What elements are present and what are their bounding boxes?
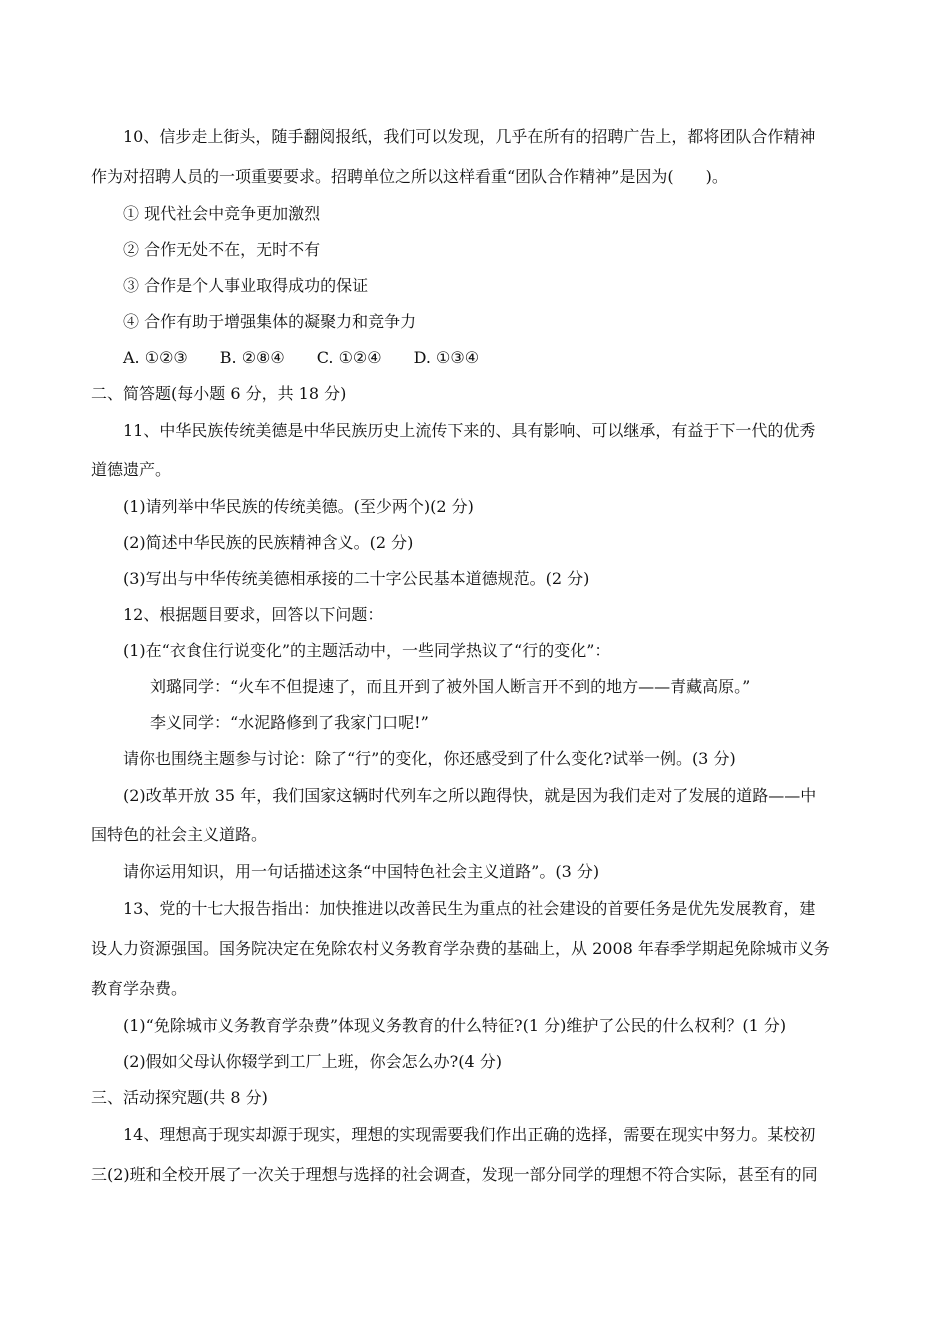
section-2-heading: 二、简答题(每小题 6 分，共 18 分)	[91, 384, 347, 403]
q13-stem-line-3: 教育学杂费。	[91, 979, 188, 998]
q10-options: A. ①②③ B. ②⑧④ C. ①②④ D. ①③④	[123, 348, 480, 367]
q12-ask-1: 请你也围绕主题参与讨论：除了“行”的变化，你还感受到了什么变化?试举一例。(3 分)	[123, 749, 736, 768]
q11-stem-line-1: 11、中华民族传统美德是中华民族历史上流传下来的、具有影响、可以继承，有益于下一代的优秀	[123, 421, 816, 440]
q12-sub-2-line-2: 国特色的社会主义道路。	[91, 825, 268, 844]
q13-sub-2: (2)假如父母认你辍学到工厂上班，你会怎么办?(4 分)	[123, 1052, 502, 1071]
q11-sub-2: (2)简述中华民族的民族精神含义。(2 分)	[123, 533, 414, 552]
q14-stem-line-1: 14、理想高于现实却源于现实，理想的实现需要我们作出正确的选择，需要在现实中努力。某校初	[123, 1125, 816, 1144]
q13-sub-1: (1)“免除城市义务教育学杂费”体现义务教育的什么特征?(1 分)维护了公民的什么权利？(1 分)	[123, 1016, 787, 1035]
q10-item-4: ④ 合作有助于增强集体的凝聚力和竞争力	[123, 312, 417, 331]
q10-stem-line-2: 作为对招聘人员的一项重要要求。招聘单位之所以这样看重“团队合作精神”是因为( )。	[91, 167, 728, 186]
q11-sub-3: (3)写出与中华传统美德相承接的二十字公民基本道德规范。(2 分)	[123, 569, 590, 588]
q13-stem-line-1: 13、党的十七大报告指出：加快推进以改善民生为重点的社会建设的首要任务是优先发展教育，建	[123, 899, 816, 918]
q10-item-2: ② 合作无处不在，无时不有	[123, 240, 321, 259]
q10-stem-line-1: 10、信步走上街头，随手翻阅报纸，我们可以发现，几乎在所有的招聘广告上，都将团队合作精神	[123, 127, 816, 146]
q12-sub-2-line-1: (2)改革开放 35 年，我们国家这辆时代列车之所以跑得快，就是因为我们走对了发展的道路——中	[123, 786, 817, 805]
q10-item-3: ③ 合作是个人事业取得成功的保证	[123, 276, 369, 295]
q12-quote-1: 刘璐同学：“火车不但提速了，而且开到了被外国人断言开不到的地方——青藏高原。”	[150, 677, 751, 696]
q13-stem-line-2: 设人力资源强国。国务院决定在免除农村义务教育学杂费的基础上，从 2008 年春季学期起免除城市义务	[91, 939, 830, 958]
q11-stem-line-2: 道德遗产。	[91, 460, 172, 479]
q12-quote-2: 李义同学：“水泥路修到了我家门口呢!”	[150, 713, 429, 732]
q12-stem: 12、根据题目要求，回答以下问题：	[123, 605, 384, 624]
q10-item-1: ① 现代社会中竞争更加激烈	[123, 204, 321, 223]
q14-stem-line-2: 三(2)班和全校开展了一次关于理想与选择的社会调查，发现一部分同学的理想不符合实际，甚至有的同	[91, 1165, 818, 1184]
q12-sub-1: (1)在“衣食住行说变化”的主题活动中，一些同学热议了“行的变化”：	[123, 641, 611, 660]
section-3-heading: 三、活动探究题(共 8 分)	[91, 1088, 268, 1107]
q11-sub-1: (1)请列举中华民族的传统美德。(至少两个)(2 分)	[123, 497, 474, 516]
q12-ask-2: 请你运用知识，用一句话描述这条“中国特色社会主义道路”。(3 分)	[123, 862, 600, 881]
